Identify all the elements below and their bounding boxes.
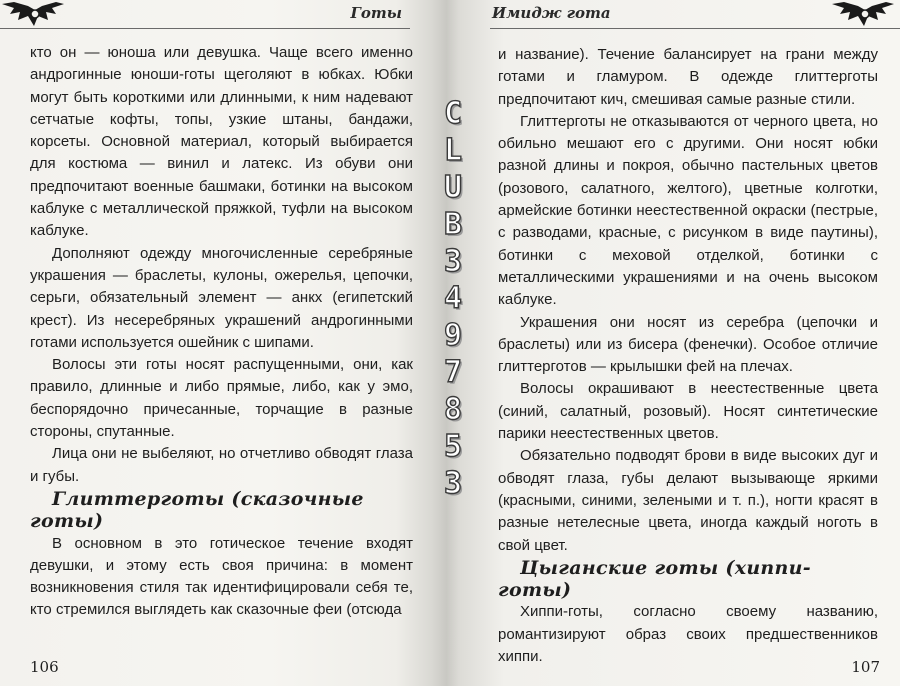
watermark-char: 5 [443, 429, 463, 464]
running-head: Имидж гота [492, 4, 611, 22]
watermark-char: 3 [443, 466, 463, 501]
paragraph: кто он — юноша или девушка. Чаще всего именно андрогинные юноши-готы щеголяют в юбках. Юбки могут быть короткими или длинными, к ним надевают сетчатые кофты, топы, узкие штаны, бандажи, корсеты. Основной материал, который выбирается для костюма — винил и латекс. Из обуви они предпочитают военные башмаки, ботинки на высоком каблуке с металлической пряжкой, туфли на высоком каблуке. [30, 44, 413, 240]
paragraph: Лица они не выбеляют, но отчетливо обводят глаза и губы. [30, 445, 413, 485]
paragraph: Дополняют одежду многочисленные серебряные украшения — браслеты, кулоны, ожерелья, цепочки, серьги, обязательный элемент — анкх (египетский крест). Из несеребряных украшений андрогинными готами используется ошейник с шипами. [30, 244, 413, 351]
paragraph: Глиттерготы не отказываются от черного цвета, но обильно мешают его с другими. Они носят юбки разной длины и покроя, обычно пастельных цветов (розового, салатного, желтого), цветные колготки, армейские ботинки неестественной окраски (пестрые, с разводами, красные, с рисунком в виде паутины), ботинки с меховой отделкой, ботинки с металлическими украшениями и на очень высоком каблуке. [498, 112, 878, 309]
watermark-char: U [443, 170, 463, 205]
bat-wing-ornament-icon [830, 0, 900, 30]
section-heading: Глиттерготы (сказочные готы) [30, 487, 364, 533]
paragraph: Украшения они носят из серебра (цепочки и браслеты) или из бисера (фенечки). Особое отличие глиттерготов — крылышки фей на плечах. [498, 313, 878, 376]
paragraph: Обязательно подводят брови в виде высоких дуг и обводят глаза, губы делают вызывающе яркими (красными, синими, зелеными и т. п.), ногти красят в разные нетелесные цвета, иногда каждый ноготь в свой цвет. [498, 447, 878, 554]
paragraph: Хиппи-готы, согласно своему названию, романтизируют образ своих предшественников хиппи. [498, 603, 878, 666]
section-heading: Цыганские готы (хиппи-готы) [498, 556, 811, 602]
paragraph: Волосы эти готы носят распущенными, они, как правило, длинные и либо прямые, либо, как у эмо, беспорядочно причесанные, торчащие в разные стороны, спутанные. [30, 356, 413, 441]
page-number: 107 [851, 658, 880, 676]
club-watermark [434, 95, 472, 502]
watermark-char: L [443, 133, 463, 168]
watermark-char: 9 [443, 318, 463, 353]
header-rule [490, 28, 900, 29]
right-page-body [498, 44, 878, 668]
paragraph: и название). Течение балансирует на грани между готами и гламуром. В одежде глиттерготы предпочитают кич, смешивая самые разные стили. [498, 46, 878, 108]
page-number: 106 [30, 658, 59, 676]
left-page-body [30, 42, 413, 622]
header-rule [0, 28, 410, 29]
watermark-char: C [443, 96, 463, 131]
running-head: Готы [350, 4, 402, 22]
paragraph: В основном в это готическое течение входят девушки, и этому есть своя причина: в момент возникновения стиля так идентифицировали себя те, кто стремился выглядеть как сказочные феи (отсюда [30, 534, 413, 619]
bat-wing-ornament-icon [0, 0, 70, 30]
watermark-char: 4 [443, 281, 463, 316]
watermark-char: B [443, 207, 463, 242]
left-page [0, 0, 440, 686]
right-page [462, 0, 900, 686]
watermark-char: 3 [443, 244, 463, 279]
watermark-char: 8 [443, 392, 463, 427]
paragraph: Волосы окрашивают в неестественные цвета (синий, салатный, розовый). Носят синтетические парики неестественных цветов. [498, 380, 878, 443]
watermark-char: 7 [443, 355, 463, 390]
